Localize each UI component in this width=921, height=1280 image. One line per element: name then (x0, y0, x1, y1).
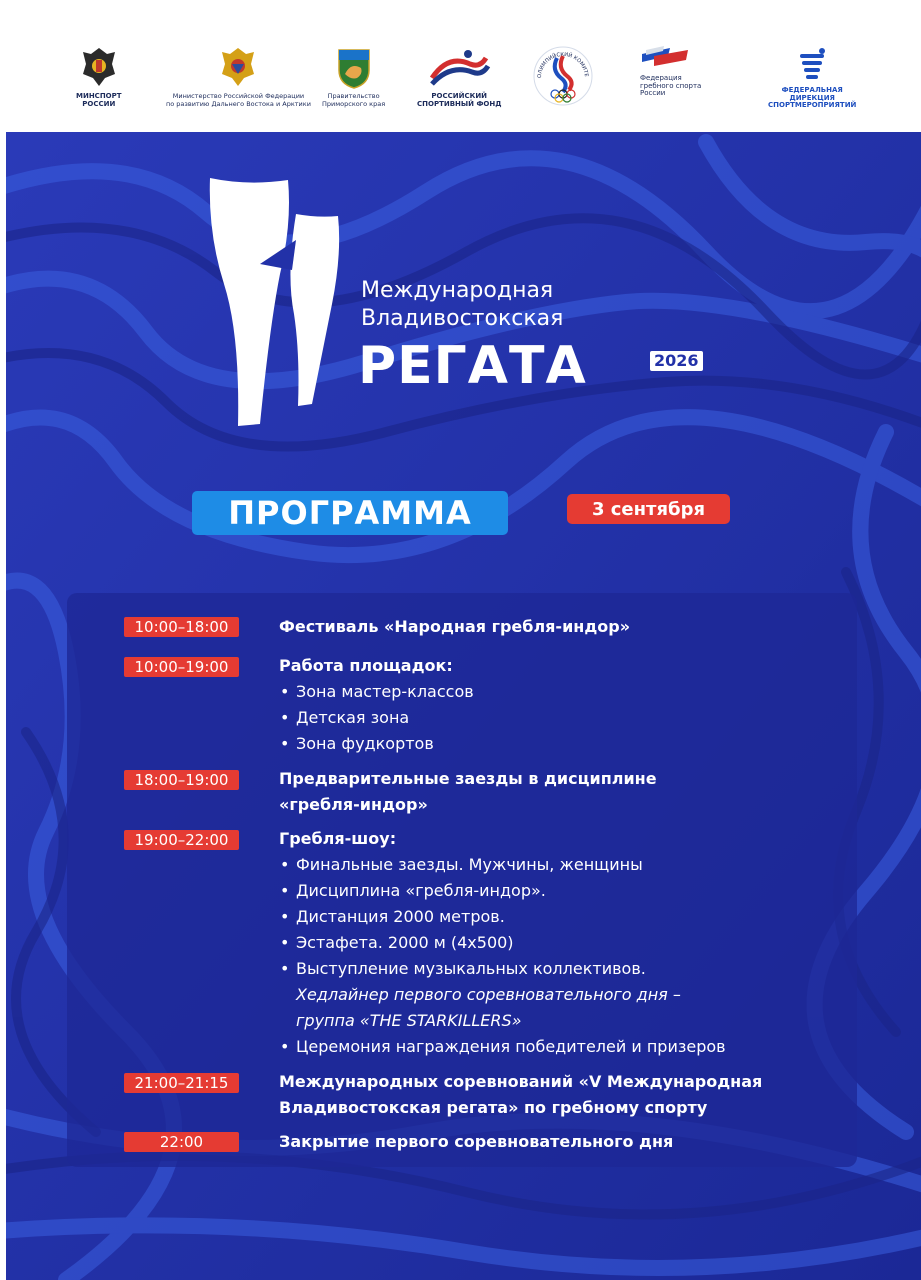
olympic-committee-icon (531, 44, 595, 108)
rowing-federation-icon (640, 44, 690, 72)
schedule-panel (67, 593, 857, 1167)
program-label: ПРОГРАММА (192, 491, 508, 535)
list-item: • Дистанция 2000 метров. (279, 904, 726, 930)
brand-line-1: Международная (361, 278, 554, 303)
time-badge: 10:00–19:00 (124, 657, 239, 677)
time-badge: 10:00–18:00 (124, 617, 239, 637)
event-title: Фестиваль «Народная гребля-индор» (279, 617, 631, 636)
list-item: • Церемония награждения победителей и призеров (279, 1034, 726, 1060)
fdsm-logo-icon (792, 44, 832, 84)
time-badge: 19:00–22:00 (124, 830, 239, 850)
event-title: Закрытие первого соревновательного дня (279, 1132, 674, 1151)
brand-line-2: Владивостокская (361, 306, 564, 331)
list-item: • Дисциплина «гребля-индор». (279, 878, 726, 904)
time-badge: 21:00–21:15 (124, 1073, 239, 1093)
primorye-emblem-icon (333, 44, 375, 90)
poster-body (6, 132, 921, 1280)
event-title: Гребля-шоу: (279, 829, 397, 848)
minvostok-emblem-icon (182, 44, 294, 90)
list-item: • Зона мастер-классов (279, 679, 474, 705)
list-item: • Зона фудкортов (279, 731, 474, 757)
time-badge: 18:00–19:00 (124, 770, 239, 790)
logo-rsf: РОССИЙСКИЙ СПОРТИВНЫЙ ФОНД (417, 44, 501, 108)
brand-word: РЕГАТА (358, 336, 587, 396)
list-item: • Эстафета. 2000 м (4х500) (279, 930, 726, 956)
event-title: Работа площадок: (279, 656, 453, 675)
logo-olympic (531, 44, 595, 108)
partner-logos (0, 0, 921, 132)
olympic-caption: ОЛИМПИЙСКИЙ КОМИТЕ (536, 51, 589, 79)
logo-fdsm: ФЕДЕРАЛЬНАЯ ДИРЕКЦИЯ СПОРТМЕРОПРИЯТИЙ (768, 44, 856, 110)
event-items (279, 679, 474, 757)
regatta-oars-logo-icon (200, 174, 350, 434)
rsf-logo-icon (424, 44, 494, 90)
minsport-emblem-icon (79, 44, 119, 90)
date-badge: 3 сентября (567, 494, 730, 524)
time-badge: 22:00 (124, 1132, 239, 1152)
list-item: • Выступление музыкальных коллективов. (279, 956, 726, 982)
list-item: • Финальные заезды. Мужчины, женщины (279, 852, 726, 878)
logo-minvostok: Министерство Российской Федерации по развитию Дальнего Востока и Арктики (166, 44, 311, 108)
brand-year: 2026 (650, 351, 703, 371)
logo-minsport: МИНСПОРТ РОССИИ (76, 44, 122, 108)
headliner-note: Хедлайнер первого соревновательного дня – группа «THE STARKILLERS» (296, 985, 681, 1030)
event-title: Международных соревнований «V Международная Владивостокская регата» по гребному спорту (279, 1072, 763, 1117)
logo-rowing-federation: Федерация гребного спорта России (640, 44, 701, 98)
event-items (279, 852, 726, 1060)
event-title: Предварительные заезды в дисциплине «гребля-индор» (279, 769, 657, 814)
list-item: • Детская зона (279, 705, 474, 731)
logo-primorye: Правительство Приморского края (322, 44, 385, 108)
